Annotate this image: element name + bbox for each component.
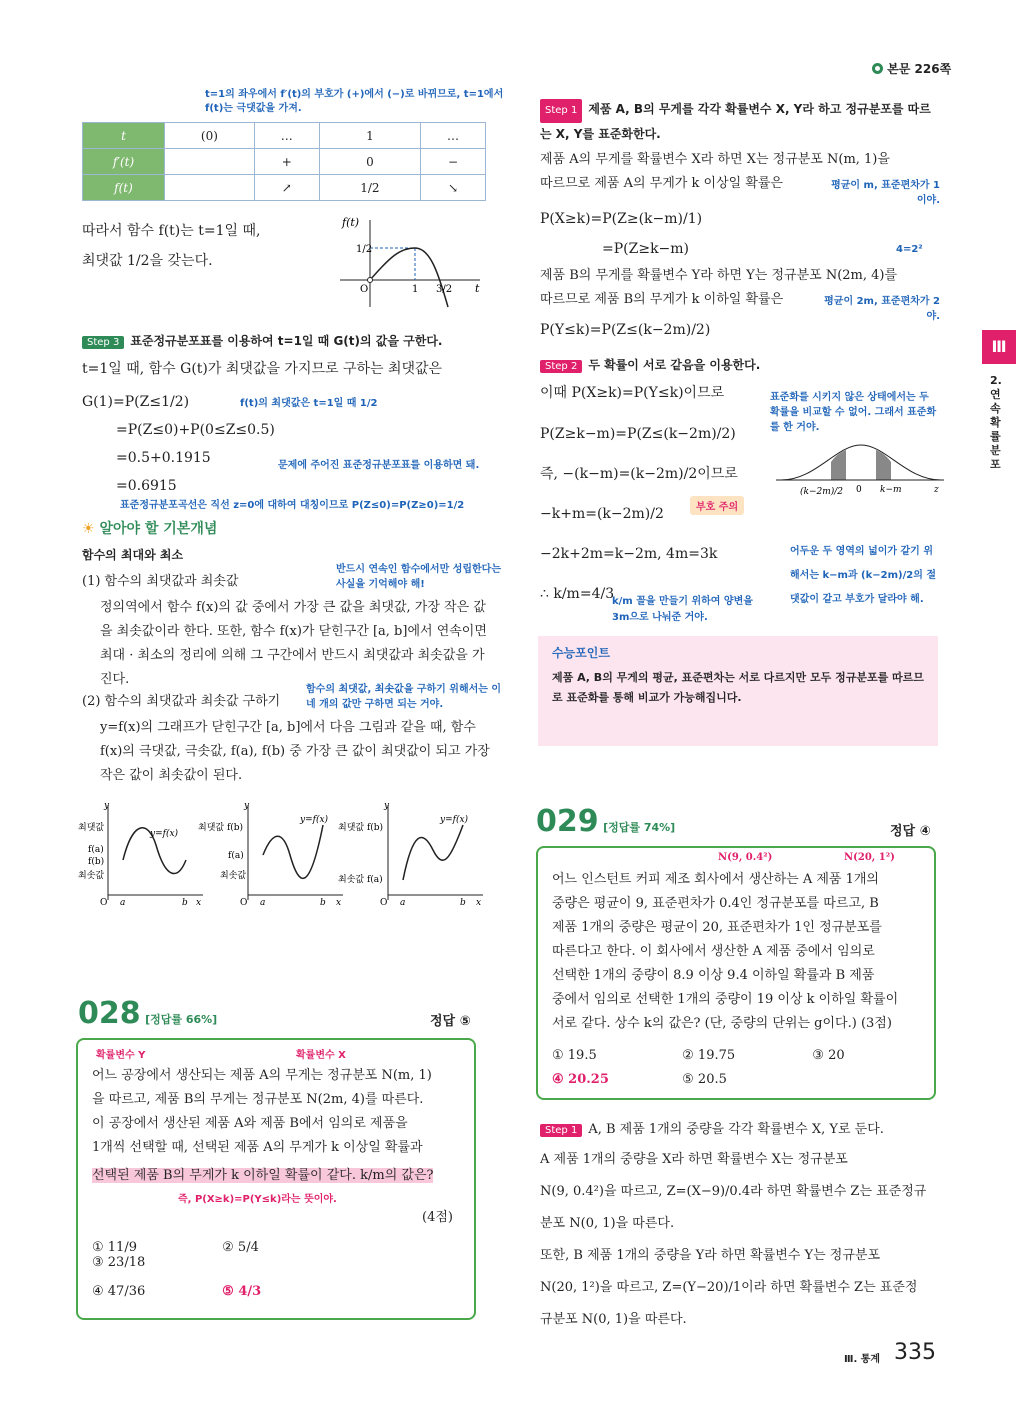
svg-text:y=f(x): y=f(x) xyxy=(300,815,329,825)
point-title: 수능포인트 xyxy=(552,646,610,660)
step3-line: t=1일 때, 함수 G(t)가 최댓값을 가지므로 구하는 최댓값은 xyxy=(82,361,443,377)
curve-label: (k−2m)/2 xyxy=(800,487,844,497)
minmax-graphs xyxy=(78,800,498,910)
tick-label: 3/2 xyxy=(436,284,453,295)
svg-text:최솟값 f(a): 최솟값 f(a) xyxy=(338,875,383,885)
svg-text:최솟값: 최솟값 xyxy=(78,871,105,881)
table-row: t (0) … 1 … xyxy=(83,123,486,149)
svg-text:y: y xyxy=(384,801,390,811)
chapter-tab[interactable]: Ⅲ xyxy=(982,330,1016,364)
mini-graph-3 xyxy=(338,801,483,908)
svg-text:a: a xyxy=(260,898,266,908)
axis-label: f(t) xyxy=(342,216,360,229)
note-eq4: 표준정규분포곡선은 직선 z=0에 대하여 대칭이므로 P(Z≤0)=P(Z≥0)=1/2 xyxy=(120,500,465,511)
curve-label: k−m xyxy=(880,485,902,495)
r5: 이때 P(X≥k)=P(Y≤k)이므로 xyxy=(540,385,725,401)
choice[interactable]: ① 11/9 xyxy=(92,1240,137,1255)
eq-a: P(X≥k)=P(Z≥(k−m)/1) =P(Z≥k−m) xyxy=(540,211,703,257)
step1-body: 제품 A의 무게를 확률변수 X라 하면 X는 정규분포 N(m, 1)을 따르므로 제품 A의 무게가 k 이상일 확률은 xyxy=(540,152,890,191)
sign-table xyxy=(82,122,486,201)
step3-heading: Step 3 표준정규분포표를 이용하여 t=1일 때 G(t)의 값을 구한다. xyxy=(82,332,502,349)
c2-title: (2) 함수의 최댓값과 최솟값 구하기 xyxy=(82,694,281,709)
svg-text:O: O xyxy=(240,898,248,908)
svg-text:x: x xyxy=(196,898,202,908)
q028-header: 028 [정답률 66%] xyxy=(78,996,218,1031)
chapter-tab-label: 2. 연속확률분포 xyxy=(990,374,1002,471)
circle-icon xyxy=(872,63,883,74)
curve-label: z xyxy=(934,485,939,495)
choice[interactable]: ③ 20 xyxy=(812,1048,845,1063)
eq-b: P(Y≤k)=P(Z≤(k−2m)/2) xyxy=(540,322,711,338)
svg-text:f(b): f(b) xyxy=(88,857,105,867)
note-eq3: 문제에 주어진 표준정규분포표를 이용하면 돼. xyxy=(278,460,480,471)
mini-graph-2 xyxy=(198,801,343,908)
svg-text:f(a): f(a) xyxy=(228,851,244,861)
svg-text:O: O xyxy=(100,898,108,908)
choice[interactable]: ④ 47/36 xyxy=(92,1284,146,1299)
q028-points: (4점) xyxy=(422,1210,453,1225)
q029-step1: Step 1 A, B 제품 1개의 중량을 각각 확률변수 X, Y로 둔다. xyxy=(540,1118,940,1137)
svg-text:y: y xyxy=(104,801,110,811)
axis-label: t xyxy=(475,282,480,295)
table-row: f(t) ↗ 1/2 ↘ xyxy=(83,175,486,201)
tag-x: 확률변수 X xyxy=(296,1050,346,1061)
normal-curve xyxy=(776,440,946,510)
step1-body-b: 제품 B의 무게를 확률변수 Y라 하면 Y는 정규분포 N(2m, 4)를 따르므로 제품 B의 무게가 k 이하일 확률은 xyxy=(540,268,898,307)
c2-note: 함수의 최댓값, 최솟값을 구하기 위해서는 이 네 개의 값만 구하면 되는 거야. xyxy=(306,684,502,710)
svg-text:b: b xyxy=(460,898,466,908)
choice[interactable]: ① 19.5 xyxy=(552,1048,597,1063)
choice-correct[interactable]: ④ 20.25 xyxy=(552,1072,609,1087)
tick-label: 1/2 xyxy=(356,244,373,255)
svg-text:최댓값: 최댓값 xyxy=(78,823,105,833)
tag-y: 확률변수 Y xyxy=(96,1050,146,1061)
ft-graph xyxy=(330,212,490,312)
step1-heading: Step 1 제품 A, B의 무게를 각각 확률변수 X, Y라 하고 정규분포를 따르는 X, Y를 표준화한다. xyxy=(540,98,940,146)
choice[interactable]: ② 5/4 xyxy=(222,1240,259,1255)
note-n3: 표준화를 시키지 않은 상태에서는 두 확률을 비교할 수 없어. 그래서 표준화를 한 거야. xyxy=(770,392,937,433)
svg-text:a: a xyxy=(120,898,126,908)
choice-correct[interactable]: ⑤ 4/3 xyxy=(222,1284,262,1299)
svg-text:최댓값 f(b): 최댓값 f(b) xyxy=(198,823,244,833)
point-box xyxy=(538,636,938,746)
g1-equations: G(1)=P(Z≤1/2) =P(Z≤0)+P(0≤Z≤0.5) =0.5+0.1915 =0.6915 xyxy=(82,394,275,494)
q028-body: 어느 공장에서 생산되는 제품 A의 무게는 정규분포 N(m, 1) 을 따르고, 제품 B의 무게는 정규분포 N(2m, 4)를 따른다. 이 공장에서 생산된 제품 A와 제품 B에서 임의로 제품을 1개씩 선택할 때, 선택된 제품 A의 무게가 k 이상일 확률과 선택된 제품 B의 무게가 k 이하일 확률이 같다. k/m의 값은? xyxy=(92,1068,434,1183)
svg-text:y=f(x): y=f(x) xyxy=(440,815,469,825)
svg-text:a: a xyxy=(400,898,406,908)
q029-answer: 정답 ④ xyxy=(890,824,931,839)
mini-graph-1 xyxy=(78,801,203,908)
point-body: 제품 A, B의 무게의 평균, 표준편차는 서로 다르지만 모두 정규분포를 따르므로 표준화를 통해 비교가 가능해집니다. xyxy=(552,671,924,704)
note-42: 4=2² xyxy=(896,244,923,255)
svg-text:y=f(x): y=f(x) xyxy=(150,829,179,839)
tag-b: N(20, 1²) xyxy=(844,852,895,863)
step2-heading: Step 2 두 확률이 서로 같음을 이용한다. xyxy=(540,356,940,373)
curve-label: 0 xyxy=(856,485,862,495)
choice[interactable]: ③ 23/18 xyxy=(92,1255,146,1270)
lightbulb-icon: ☀ xyxy=(82,521,95,537)
svg-text:x: x xyxy=(476,898,482,908)
q029-solution: A 제품 1개의 중량을 X라 하면 확률변수 X는 정규분포 N(9, 0.4²)을 따르고, Z=(X−9)/0.4라 하면 확률변수 Z는 표준정규 분포 N(0, 1)을 따른다. 또한, B 제품 1개의 중량을 Y라 하면 확률변수 Y는 정규분포 N(20, 1²)을 따르고, Z=(Y−20)/1이라 하면 확률변수 Z는 표준정 규분포 N(0, 1)을 따른다. xyxy=(540,1152,927,1327)
svg-text:O: O xyxy=(380,898,388,908)
origin-label: O xyxy=(360,284,369,295)
top-note: t=1의 좌우에서 f′(t)의 부호가 (+)에서 (−)로 바뀌므로, t=1에서 f(t)는 극댓값을 가져. xyxy=(205,89,504,114)
tick-label: 1 xyxy=(412,284,419,295)
svg-text:최솟값: 최솟값 xyxy=(220,871,247,881)
choice[interactable]: ② 19.75 xyxy=(682,1048,736,1063)
eq-c: P(Z≥k−m)=P(Z≤(k−2m)/2) 즉, −(k−m)=(k−2m)/2이므로 −k+m=(k−2m)/2 −2k+2m=k−2m, 4m=3k ∴ k/m=4/3 xyxy=(540,426,738,602)
note-n1: 평균이 m, 표준편차가 1이야. xyxy=(831,180,940,206)
q029-header: 029 [정답률 74%] xyxy=(536,804,676,839)
page-number: 335 xyxy=(894,1340,936,1365)
note-n4: k/m 꼴을 만들기 위하여 양변을 3m으로 나눠준 거야. xyxy=(612,596,753,623)
choice[interactable]: ⑤ 20.5 xyxy=(682,1072,727,1087)
svg-text:y: y xyxy=(244,801,250,811)
conclusion: 따라서 함수 f(t)는 t=1일 때, 최댓값 1/2을 갖는다. xyxy=(82,223,261,269)
c2-body: y=f(x)의 그래프가 닫힌구간 [a, b]에서 다음 그림과 같을 때, 함수 f(x)의 극댓값, 극솟값, f(a), f(b) 중 가장 큰 값이 최댓값이 되고 가장 작은 값이 최솟값이 된다. xyxy=(100,720,490,783)
note-n5: 어두운 두 영역의 넓이가 같기 위해서는 k−m과 (k−2m)/2의 절댓값이 같고 부호가 달라야 해. xyxy=(790,546,937,605)
c1-note: 반드시 연속인 함수에서만 성립한다는 사실을 기억해야 해! xyxy=(336,564,502,590)
note-eq1: f(t)의 최댓값은 t=1일 때 1/2 xyxy=(240,398,378,409)
svg-text:b: b xyxy=(182,898,188,908)
c1-body: 정의역에서 함수 f(x)의 값 중에서 가장 큰 값을 최댓값, 가장 작은 값을 최솟값이라 한다. 또한, 함수 f(x)가 닫힌구간 [a, b]에서 연속이면 최대 · 최소의 정리에 의해 그 구간에서 반드시 최댓값과 최솟값을 가진다. xyxy=(100,600,487,687)
q029-body: 어느 인스턴트 커피 제조 회사에서 생산하는 A 제품 1개의 중량은 평균이 9, 표준편차가 0.4인 정규분포를 따르고, B 제품 1개의 중량은 평균이 20, 표준편차가 1인 정규분포를 따른다고 한다. 이 회사에서 생산한 A 제품 중에서 임의로 선택한 1개의 중량이 8.9 이상 9.4 이하일 확률과 B 제품 중에서 임의로 선택한 1개의 중량이 19 이상 k 이하일 확률이 서로 같다. 상수 k의 값은? (단, 중량의 단위는 g이다.) (3점) xyxy=(552,872,899,1031)
concept-title: ☀ 알아야 할 기본개념 xyxy=(82,521,218,537)
svg-text:f(a): f(a) xyxy=(88,845,104,855)
q028-note: 즉, P(X≥k)=P(Y≤k)라는 뜻이야. xyxy=(178,1194,337,1205)
q029-box xyxy=(536,846,936,1100)
sign-note: 부호 주의 xyxy=(690,496,744,515)
concept-sub: 함수의 최대와 최소 xyxy=(82,548,184,562)
table-row: f′(t) + 0 − xyxy=(83,149,486,175)
note-n2: 평균이 2m, 표준편차가 2야. xyxy=(824,296,940,322)
tag-a: N(9, 0.4²) xyxy=(718,852,773,863)
svg-text:최댓값 f(b): 최댓값 f(b) xyxy=(338,823,384,833)
svg-text:x: x xyxy=(336,898,342,908)
q028-choices xyxy=(92,1240,472,1299)
page-reference: 본문 226쪽 xyxy=(872,60,951,77)
c1-title: (1) 함수의 최댓값과 최솟값 xyxy=(82,574,239,589)
footer-section: Ⅲ. 통계 xyxy=(844,1354,881,1365)
q029-choices xyxy=(552,1044,932,1092)
q028-answer: 정답 ⑤ xyxy=(430,1014,471,1029)
svg-text:b: b xyxy=(320,898,326,908)
q028-box xyxy=(76,1038,476,1320)
